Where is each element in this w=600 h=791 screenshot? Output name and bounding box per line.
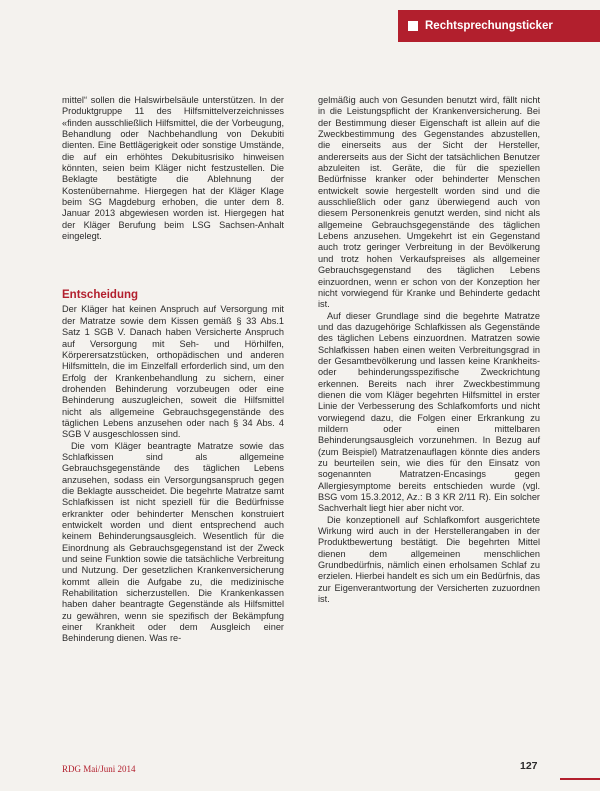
banner-square-icon (408, 21, 418, 31)
body-paragraph: gelmäßig auch von Gesunden benutzt wird, fällt nicht in die Leistungspflicht der Krankenversicherung. Bei der Bestimmung dieser Eigenschaft ist allein auf die Zweckbestimmung des Gegenstandes abzustellen, die einerseits aus der Sicht der Hersteller, andererseits aus der Sicht der tatsächlichen Benutzer abzuleiten ist. Geräte, die für die speziellen Bedürfnisse kranker oder behinderter Menschen entwickelt sowie hergestellt worden sind und die ausschließlich oder ganz überwiegend auch von diesem Personenkreis genutzt werden, sind nicht als allgemeine Gebrauchsgegenstände des täglichen Lebens anzusehen. Umgekehrt ist ein Gegenstand auch trotz geringer Verbreitung in der Bevölkerung und trotz hohen Verkaufspreises als allgemeiner Gebrauchsgegenstand des täglichen Lebens einzuordnen, wenn er schon von der Konzeption her nicht vorwiegend für Kranke und Behinderte gedacht ist. (318, 95, 540, 310)
page-number: 127 (520, 760, 538, 772)
right-column (318, 95, 540, 605)
body-paragraph: Die konzeptionell auf Schlafkomfort ausgerichtete Wirkung wird auch in der Herstellerangaben in der Produktbewertung bestätigt. Die begehrten Mittel dienen dem allgemeinen menschlichen Grundbedürfnis, nämlich einen erholsamen Schlaf zu erzielen. Hierbei handelt es sich um ein Bedürfnis, das zur Eigenverantwortung der Versicherten zuzuordnen ist. (318, 514, 540, 605)
section-heading: Entscheidung (62, 289, 139, 302)
section-label: Rechtsprechungsticker (425, 20, 553, 32)
body-paragraph: Auf dieser Grundlage sind die begehrte Matratze und das dazugehörige Schlafkissen als Gegenstände des täglichen Lebens einzuordnen. Matratzen sowie Schlafkissen haben einen weiten Verbreitungsgrad in der Gesamtbevölkerung und lassen keine Krankheits- oder behinderungsspezifische Zweckrichtung erkennen. Bereits nach ihrer Zweckbestimmung dienen die vom Kläger begehrten Hilfsmittel in erster Linie der Verbesserung des Schlafkomforts und nicht vorwiegend dazu, die Folgen einer Erkrankung zu mildern oder einen mittelbaren Behinderungsausgleich vorzunehmen. In Bezug auf (zum Beispiel) Matratzenauflagen könnte dies anders zu beurteilen sein, wie dies für den Einsatz von sogenannten Matratzen-Encasings gegen Allergiesymptome bereits entschieden wurde (vgl. BSG vom 15.3.2012, Az.: B 3 KR 2/11 R). Ein solcher Sachverhalt liegt hier aber nicht vor. (318, 310, 540, 514)
publication-footer: RDG Mai/Juni 2014 (62, 764, 136, 774)
body-paragraph: Die vom Kläger beantragte Matratze sowie das Schlafkissen sind als allgemeine Gebrauchsgegenstände des täglichen Lebens anzusehen, sodass ein Versorgungsanspruch gegen die Beklagte ausscheidet. Die begehrte Matratze samt Schlafkissen ist nicht speziell für die Bedürfnisse erkrankter oder behinderter Menschen konstruiert entwickelt worden und dient entsprechend auch keinem Behinderungsausgleich. Wesentlich für die Einordnung als Gebrauchsgegenstand ist der Zweck und seine Funktion sowie die tatsächliche Verbreitung und Nutzung. Der gesetzlichen Krankenversicherung kommt allein die Aufgabe zu, die medizinische Rehabilitation sicherzustellen. Die Krankenkassen haben daher beantragte Gegenstände als Hilfsmittel zu gewähren, wenn sie spezifisch der Bekämpfung einer Krankheit oder dem Ausgleich einer Behinderung dienen. Was re- (62, 440, 284, 644)
intro-paragraph: mittel“ sollen die Halswirbelsäule unterstützen. In der Produktgruppe 11 des Hilfsmittelverzeichnisses «finden ausschließlich Hilfsmittel, die der Vorbeugung, Behandlung oder Nachbehandlung von Dekubiti dienten. Eine Bettlägerigkeit oder sonstige Umstände, die auf ein erhöhtes Dekubitusrisiko hinweisen könnten, seien beim Kläger nicht festzustellen. Die Beklagte bestätigte die Ablehnung der Kostenübernahme. Hiergegen hat der Kläger Klage beim SG Magdeburg erhoben, die unter dem 8. Januar 2013 abgewiesen worden ist. Hiergegen hat der Kläger Berufung beim LSG Sachsen-Anhalt eingelegt. (62, 95, 284, 242)
footer-accent-rule (560, 778, 600, 780)
left-column (62, 95, 284, 645)
section-banner (398, 10, 600, 42)
body-paragraph: Der Kläger hat keinen Anspruch auf Versorgung mit der Matratze sowie dem Kissen gemäß § 33 Abs.1 Satz 1 SGB V. Danach haben Versicherte Anspruch auf Versorgung mit Seh- und Hörhilfen, Körperersatzstücken, orthopädischen und anderen Hilfsmitteln, die im Einzelfall erforderlich sind, um den Erfolg der Krankenbehandlung zu sichern, einer drohenden Behinderung vorzubeugen oder eine Behinderung auszugleichen, soweit die Hilfsmittel nicht als allgemeine Gebrauchsgegenstände des täglichen Lebens anzusehen oder nach § 34 Abs. 4 SGB V ausgeschlossen sind. (62, 304, 284, 440)
